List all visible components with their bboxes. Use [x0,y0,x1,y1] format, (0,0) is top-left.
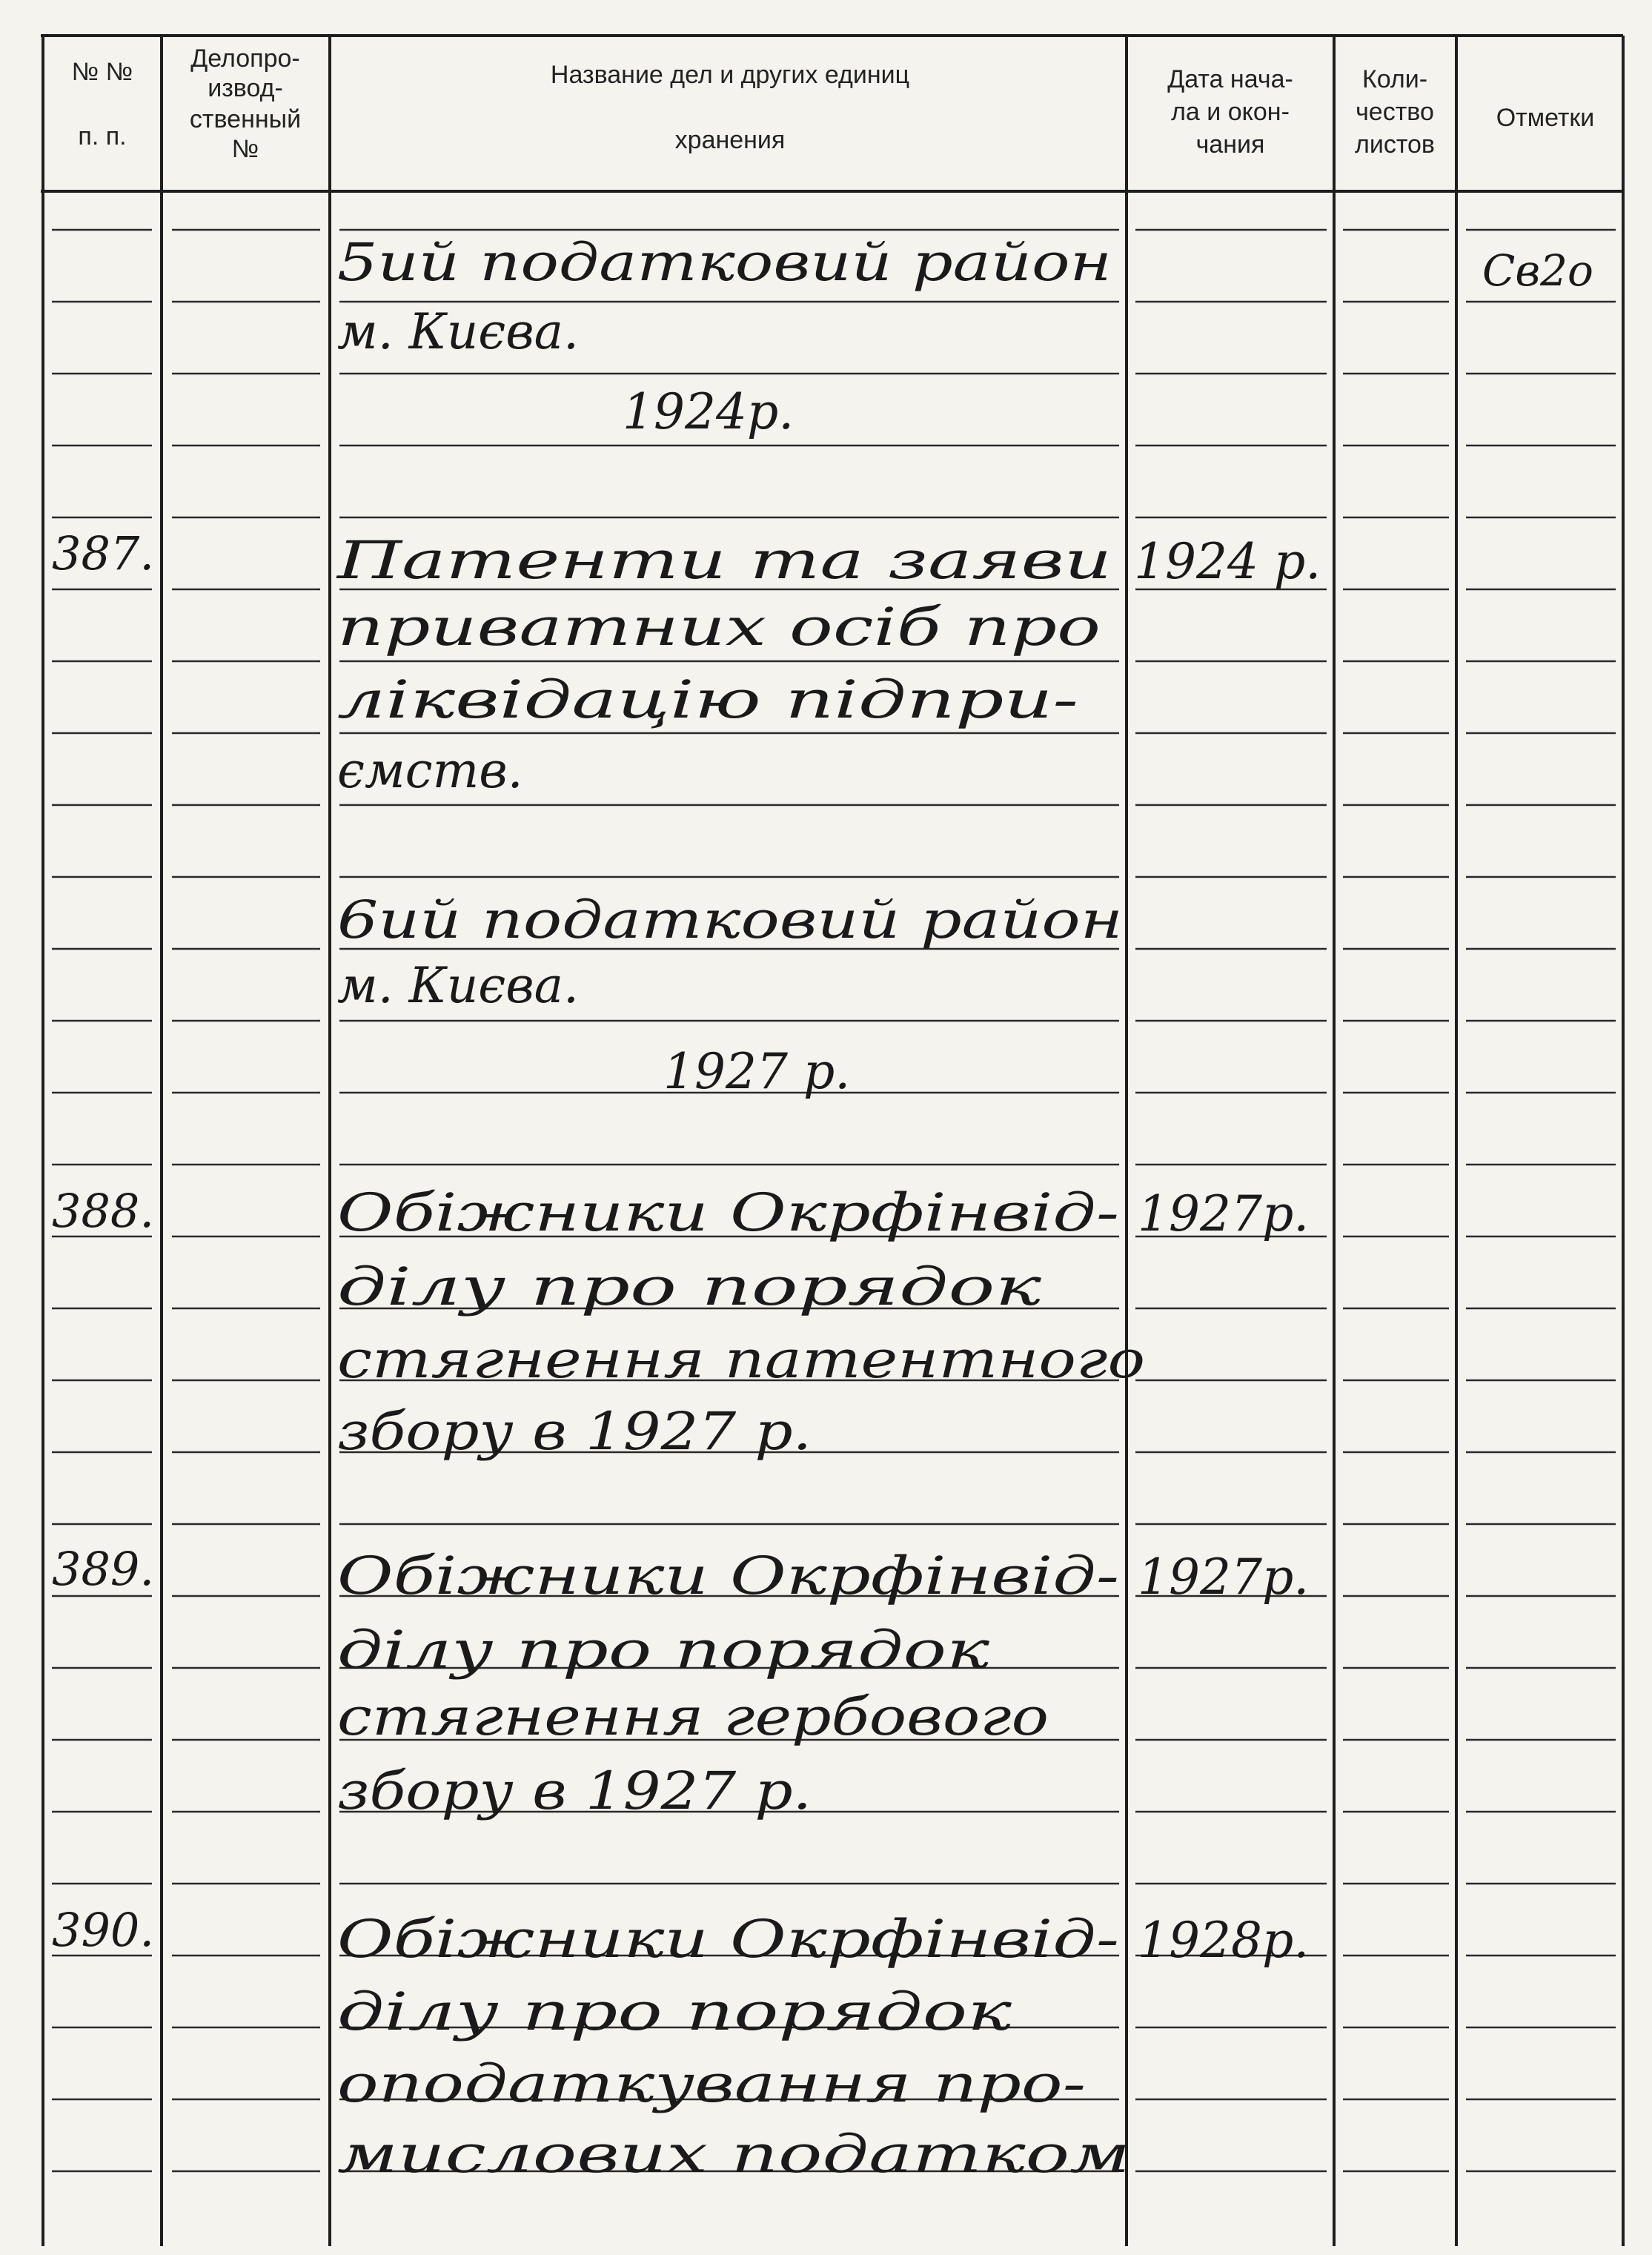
handwritten-line: приватних осіб про [337,597,1101,658]
entry-date: 1924 р. [1134,533,1321,590]
column-header-title [551,61,909,154]
handwritten-line: збору в 1927 р. [337,1401,812,1462]
svg-text:п. п.: п. п. [78,122,127,150]
column-header-notes [1496,104,1595,132]
column-header-office-no [190,44,301,163]
handwritten-line: Патенти та заяви [335,530,1112,591]
entry-date: 1928р. [1138,1912,1310,1969]
handwritten-line: 1927 р. [663,1043,851,1100]
entry-387 [52,526,1321,799]
entry-date: 1927р. [1138,1549,1310,1606]
svg-text:№: № [231,135,259,163]
handwritten-line: оподаткування про- [337,2053,1086,2114]
svg-text:ла и окон-: ла и окон- [1171,98,1290,126]
svg-text:чания: чания [1195,130,1265,159]
svg-text:Дата нача-: Дата нача- [1167,65,1293,93]
svg-text:Название дел и других единиц: Название дел и других единиц [550,61,910,89]
handwritten-line: м. Києва. [337,957,579,1014]
svg-text:№ №: № № [71,58,133,86]
handwritten-line: 5ий податковий район [337,232,1112,293]
svg-text:чество: чество [1356,98,1434,126]
handwritten-line: стягнення гербового [337,1686,1049,1747]
handwritten-line: 1924р. [623,383,795,440]
handwritten-line: Обіжники Окрфінвід- [337,1182,1119,1243]
notes-mark: Св2о [1482,245,1593,296]
svg-text:хранения: хранения [674,126,786,154]
entry-date: 1927р. [1138,1185,1310,1242]
svg-text:Коли-: Коли- [1361,65,1428,93]
handwritten-line: мислових податком [337,2124,1130,2185]
entry-389 [52,1542,1309,1821]
handwritten-line: ємств. [337,742,523,799]
handwritten-line: ділу про порядок [337,1620,990,1681]
entry-388 [52,1182,1309,1462]
handwritten-line: збору в 1927 р. [337,1761,812,1821]
handwritten-line: ліквідацію підпри- [337,669,1078,730]
handwritten-line: ділу про порядок [337,1981,1012,2042]
entry-390 [52,1903,1309,2185]
handwritten-line: Обіжники Окрфінвід- [337,1546,1119,1606]
entry-number: 387. [52,526,155,580]
entry-number: 389. [52,1542,155,1596]
column-header-no [72,58,133,150]
section-heading-6 [337,890,1123,1100]
svg-text:Отметки: Отметки [1496,104,1595,132]
column-header-sheets [1355,65,1435,159]
handwritten-line: Обіжники Окрфінвід- [337,1909,1119,1970]
svg-text:листов: листов [1355,130,1435,159]
handwritten-line: 6ий податковий район [337,890,1123,950]
section-heading-5 [337,232,1593,440]
entry-number: 390. [52,1903,155,1957]
svg-text:Делопро-: Делопро- [190,44,300,73]
svg-text:извод-: извод- [208,74,283,102]
svg-text:ственный: ственный [189,105,302,133]
entry-number: 388. [52,1184,155,1238]
handwritten-line: стягнення патентного [337,1329,1145,1390]
handwritten-line: м. Києва. [337,303,579,360]
handwritten-line: ділу про порядок [337,1256,1042,1317]
column-header-dates [1167,65,1293,159]
